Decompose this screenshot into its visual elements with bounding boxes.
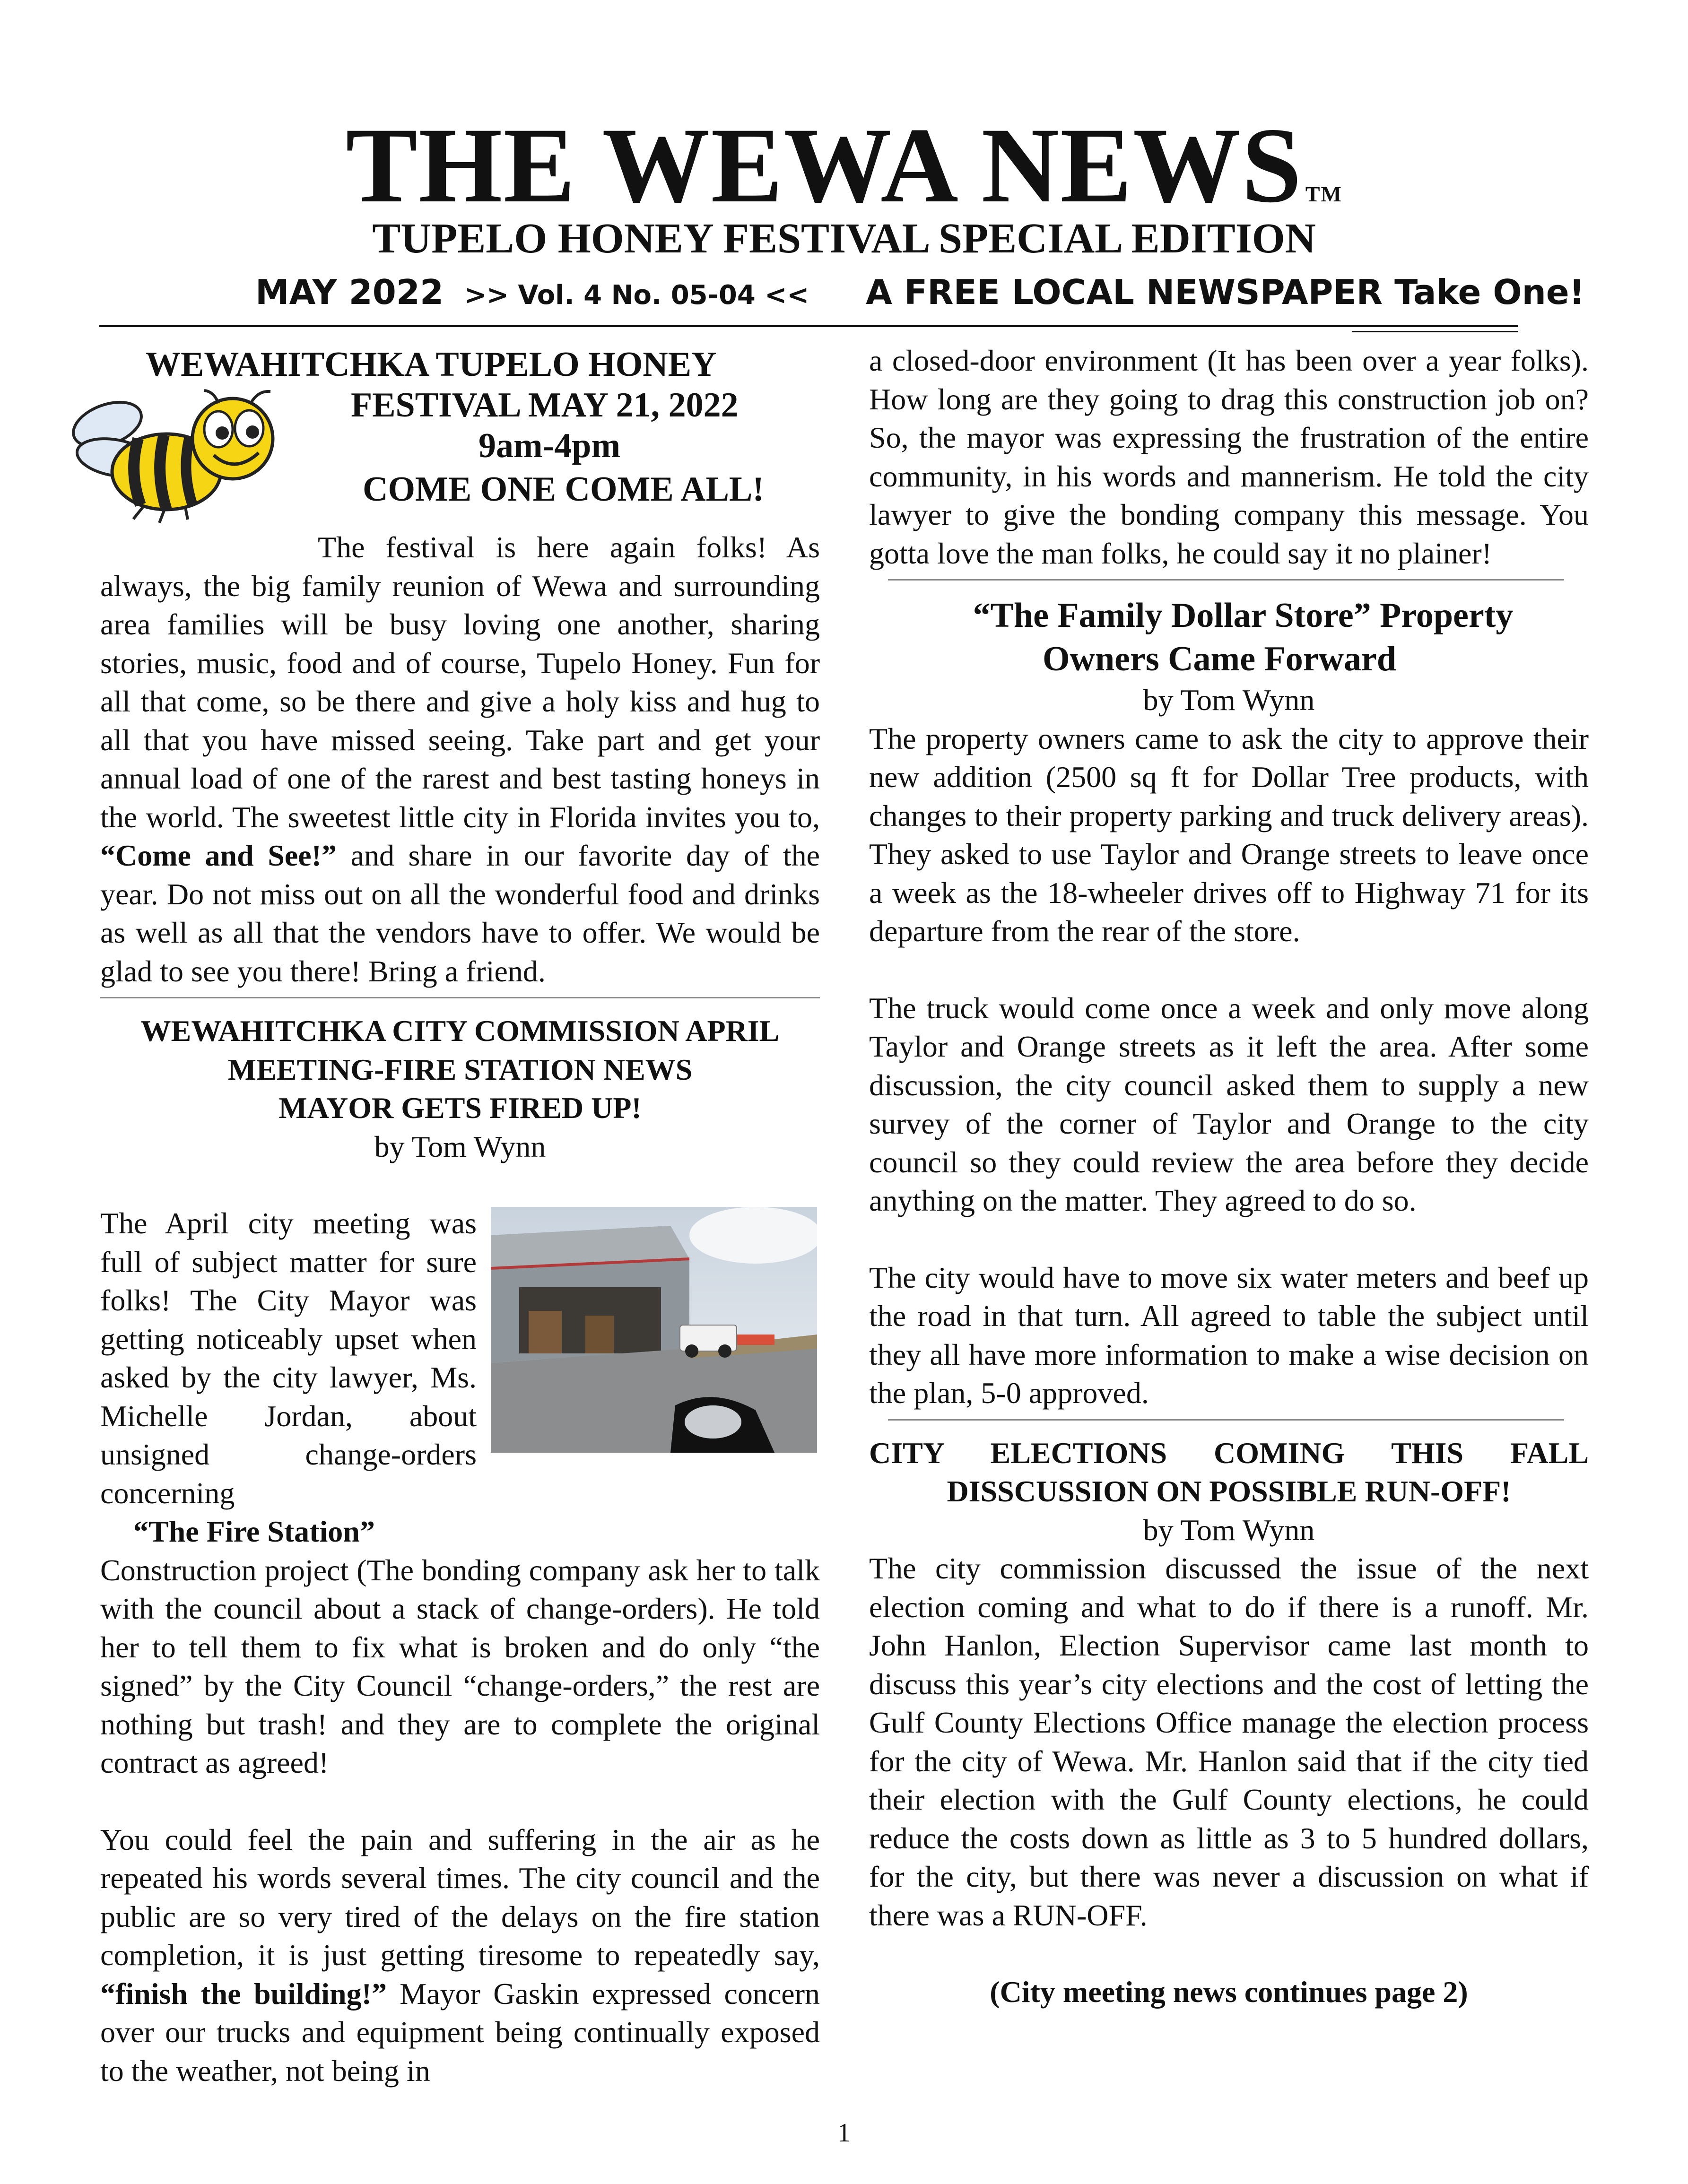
fire-station-photo — [491, 1207, 817, 1453]
festival-headline — [100, 341, 820, 528]
masthead-divider-secondary — [1352, 331, 1518, 332]
commission-continuation: a closed-door environment (It has been over a year folks). How long are they going to drag this construction job on? So, the mayor was expressing the frustration of the entire community, in his words and mannerism. He told the city lawyer to give the bonding company this message. You gotta love the man folks, he could say it no plainer! — [869, 344, 1589, 570]
festival-body: The festival is here again folks! As always, the big family reunion of Wewa and surrounding area families will be busy loving one another, sharing stories, music, food and of course, Tupelo Honey. Fun for all that come, so be there and give a holy kiss and hug to all that you have missed seeing. Take part and get your annual load of one of the rarest and best tasting honeys in the world. The sweetest little city in Florida invites you to, “Come and See!” and share in our favorite day of the year. Do not miss out on all the wonderful food and drinks as well as all that the vendors have to offer. We would be glad to see you there! Bring a friend. — [100, 530, 820, 988]
masthead-title: THE WEWA NEWS TM — [346, 106, 1342, 225]
elections-headline-line2: DISSCUSSION ON POSSIBLE RUN-OFF! — [947, 1474, 1511, 1508]
dollar-paragraph-2: The truck would come once a week and only move along Taylor and Orange streets as it left the area. After some discussion, the city council asked them to supply a new survey of the corner of Taylor and Orange to the city council so they could review the area before they decide anything on the matter. They agreed to do so. — [869, 991, 1589, 1217]
page-number: 1 — [837, 2118, 851, 2148]
festival-headline-line1: WEWAHITCHKA TUPELO HONEY — [146, 345, 717, 384]
festival-headline-line4: COME ONE COME ALL! — [363, 470, 764, 509]
bee-icon — [62, 387, 289, 524]
edition-subtitle: TUPELO HONEY FESTIVAL SPECIAL EDITION — [372, 215, 1316, 262]
dollar-paragraph-1: The property owners came to ask the city to approve their new addition (2500 sq ft for Dollar Tree products, with changes to their property parking and truck delivery areas). They asked to use Taylor and Orange streets to leave once a week as the 18-wheeler drives off to Highway 71 for its departure from the rear of the store. — [869, 721, 1589, 948]
article-divider — [888, 579, 1564, 581]
dollar-paragraph-3: The city would have to move six water meters and beef up the road in that turn. All agreed to table the subject until they all have more information to make a wise decision on the plan, 5-0 approved. — [869, 1260, 1589, 1410]
commission-headline-line1: WEWAHITCHKA CITY COMMISSION APRIL — [140, 1014, 780, 1048]
elections-byline: by Tom Wynn — [1143, 1513, 1315, 1547]
commission-byline: by Tom Wynn — [374, 1129, 546, 1163]
commission-paragraph-2: You could feel the pain and suffering in the air as he repeated his words several times. The city council and the public are so very tired of the delays on the fire station completion, it is just getting tiresome to repeatedly say, “finish the building!” Mayor Gaskin expressed concern over our trucks and equipment being continually exposed to the weather, not being in — [100, 1822, 820, 2088]
article-divider — [100, 997, 820, 998]
right-column — [869, 341, 1589, 2011]
commission-headline-line3: MAYOR GETS FIRED UP! — [278, 1091, 642, 1125]
issue-line — [255, 269, 1585, 316]
continued-note: (City meeting news continues page 2) — [990, 1975, 1468, 2009]
issue-tagline: A FREE LOCAL NEWSPAPER Take One! — [866, 272, 1585, 312]
left-column — [100, 341, 820, 2090]
elections-paragraph-1: The city commission discussed the issue of the next election coming and what to do if there is a runoff. Mr. John Hanlon, Election Supervisor came last month to discuss this year’s city elections and the cost of letting the Gulf County Elections Office manage the election process for the city of Wewa. Mr. Hanlon said that if the city tied their election with the Gulf County elections, he could reduce the costs down as little as 3 to 5 hundred dollars, for the city, but there was never a discussion on what if there was a RUN-OFF. — [869, 1551, 1589, 1932]
dollar-byline: by Tom Wynn — [1143, 683, 1315, 717]
festival-headline-line3: 9am-4pm — [479, 426, 621, 465]
festival-headline-line2: FESTIVAL MAY 21, 2022 — [351, 386, 739, 425]
trademark-mark: TM — [1305, 182, 1342, 206]
commission-paragraph-1: The April city meeting was full of subject matter for sure folks! The City Mayor was getting noticeably upset when asked by the city lawyer, Ms. Michelle Jordan, about unsigned change-orders concerning “The Fire Station” Construction project (The bonding company ask her to talk with the council about a stack of change-orders). He told her to tell them to fix what is broken and do only “the signed” by the City Council “change-orders,” the rest are nothing but trash! and they are to complete the original contract as agreed! — [100, 1204, 820, 1782]
elections-headline-line1: CITY ELECTIONS COMING THIS FALL — [869, 1436, 1589, 1470]
dollar-headline-line1: “The Family Dollar Store” Property — [973, 596, 1514, 635]
issue-volume: >> Vol. 4 No. 05-04 << — [464, 280, 809, 311]
masthead-divider — [99, 325, 1518, 327]
commission-headline-line2: MEETING-FIRE STATION NEWS — [227, 1052, 693, 1086]
issue-date: MAY 2022 — [255, 272, 444, 312]
article-divider — [888, 1419, 1564, 1421]
dollar-headline-line2: Owners Came Forward — [1042, 640, 1397, 678]
